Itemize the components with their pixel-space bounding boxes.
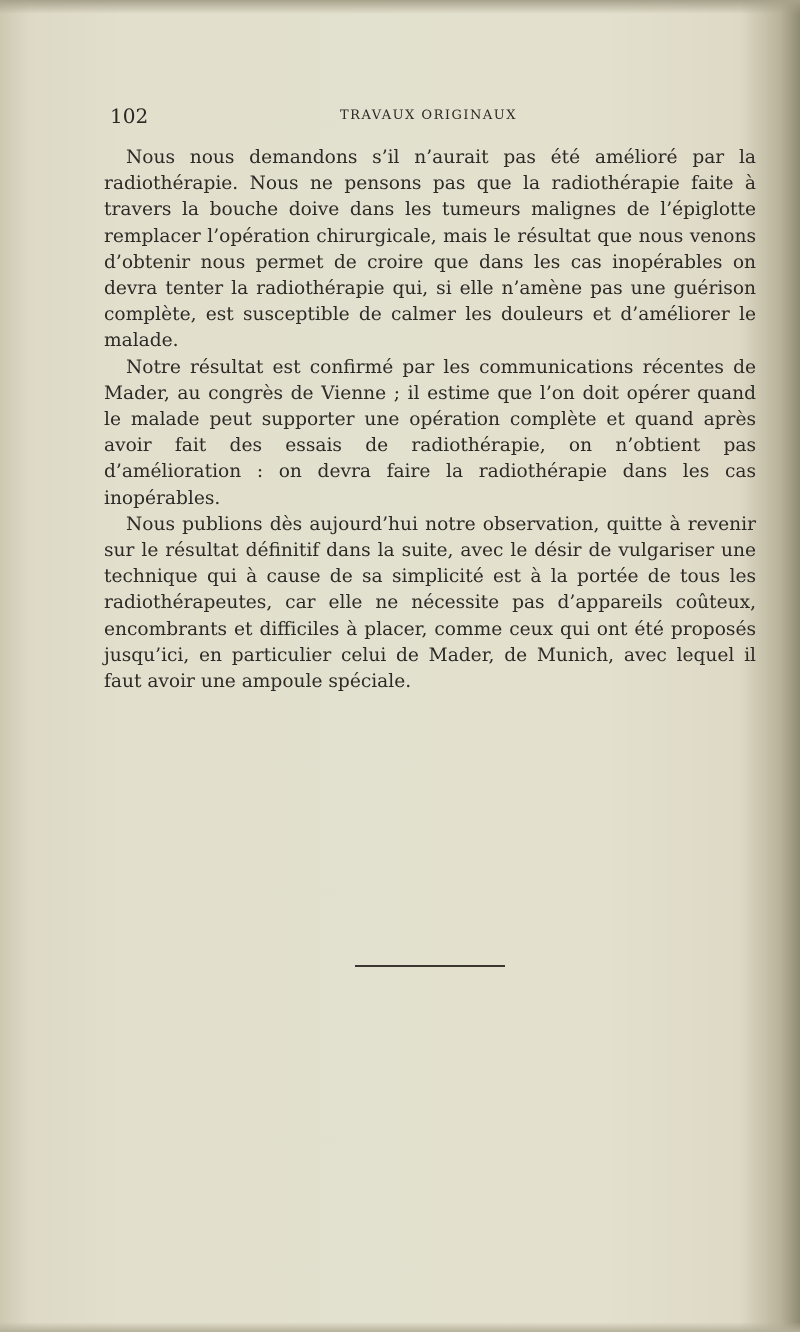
page-number: 102 — [110, 104, 149, 128]
paragraph: Nous publions dès aujourd’hui notre observation, quitte à revenir sur le résultat définitif dans la suite, avec le désir de vulgariser une technique qui à cause de sa simplicité est à la portée de tous les radiothérapeutes, car elle ne nécessite pas d’appareils coûteux, encombrants et difficiles à placer, comme ceux qui ont été proposés jusqu’ici, en particulier celui de Mader, de Munich, avec lequel il faut avoir une ampoule spéciale. — [104, 513, 756, 693]
paragraph: Nous nous demandons s’il n’aurait pas été amélioré par la radiothérapie. Nous ne pensons pas que la radiothérapie faite à travers la bouche doive dans les tumeurs malignes de l’épiglotte remplacer l’opération chirurgicale, mais le résultat que nous venons d’obtenir nous permet de croire que dans les cas inopérables on devra tenter la radiothérapie qui, si elle n’amène pas une guérison complète, est susceptible de calmer les douleurs et d’améliorer le malade. — [104, 147, 756, 352]
body-text — [104, 145, 756, 695]
running-head: TRAVAUX ORIGINAUX — [340, 108, 518, 123]
section-end-rule — [355, 965, 505, 967]
page-top-shadow — [0, 0, 800, 14]
paragraph: Notre résultat est confirmé par les communications récentes de Mader, au congrès de Vienne ; il estime que l’on doit opérer quand le malade peut supporter une opération complète et quand après avoir fait des essais de radiothérapie, on n’obtient pas d’amélioration : on devra faire la radiothérapie dans les cas inopérables. — [104, 356, 756, 509]
page-bottom-shadow — [0, 1322, 800, 1332]
page-header — [110, 104, 755, 128]
